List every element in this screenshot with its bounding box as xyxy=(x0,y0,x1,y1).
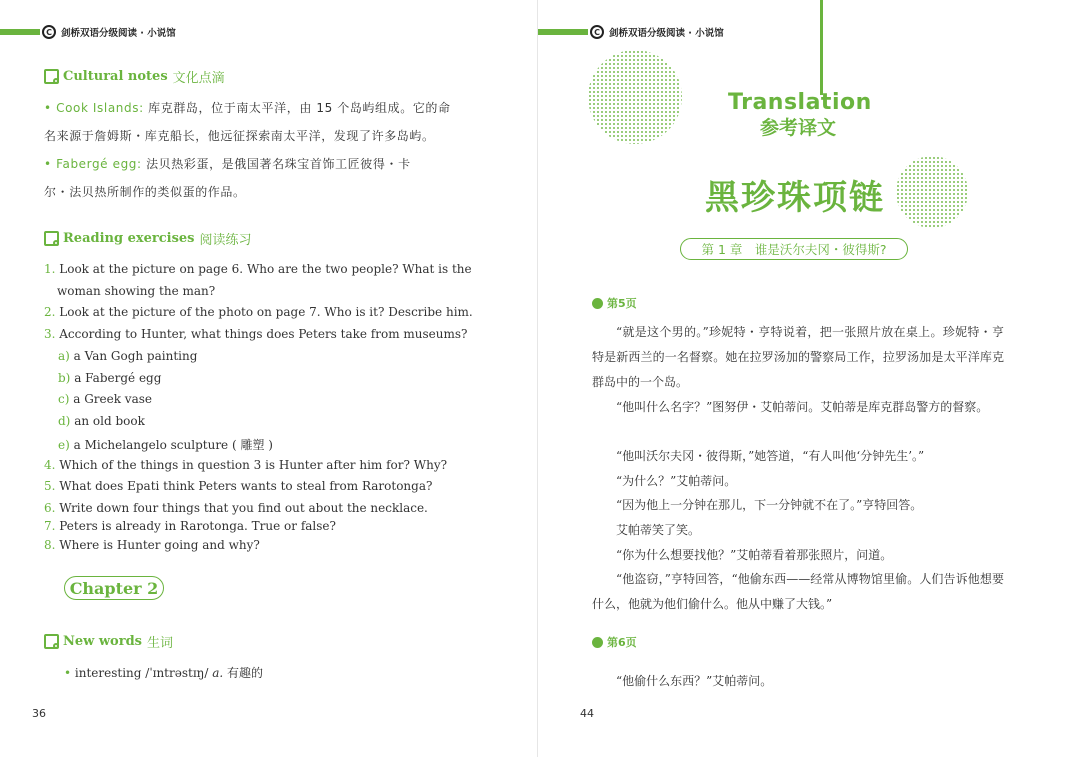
exercise-item: 2. Look at the picture of the photo on page 7. Who is it? Describe him. xyxy=(44,305,473,319)
header-accent-bar xyxy=(538,29,588,35)
exercise-option: e) a Michelangelo sculpture ( 雕塑 ) xyxy=(58,438,273,452)
dotted-circle-decoration xyxy=(588,50,682,144)
exercise-icon xyxy=(44,231,59,246)
vocabulary-entry: • interesting /ˈɪntrəstɪŋ/ a. 有趣的 xyxy=(64,666,264,680)
translation-paragraph: “他叫什么名字？”图努伊・艾帕蒂问。艾帕蒂是库克群岛警方的督察。 xyxy=(616,400,989,414)
exercise-option: b) a Fabergé egg xyxy=(58,371,162,385)
cultural-note-cook-islands: • Cook Islands: 库克群岛，位于南太平洋，由 15 个岛屿组成。它的命 名来源于詹姆斯・库克船长，他远征探索南太平洋，发现了许多岛屿。 xyxy=(44,101,451,143)
exercise-option: a) a Van Gogh painting xyxy=(58,349,198,363)
series-title: 剑桥双语分级阅读 · 小说馆 xyxy=(61,28,176,39)
translation-paragraph: “他盗窃，”亨特回答，“他偷东西——经常从博物馆里偷。人们告诉他想要什么，他就为他们偷什么。他从中赚了大钱。” xyxy=(592,572,1004,611)
translation-paragraph: “他叫沃尔夫冈・彼得斯，”她答道，“有人叫他‘分钟先生’。” xyxy=(616,449,925,463)
dotted-circle-decoration xyxy=(896,156,968,228)
exercise-item: 5. What does Epati think Peters wants to steal from Rarotonga? xyxy=(44,479,433,493)
translation-paragraph: “他偷什么东西？”艾帕蒂问。 xyxy=(616,674,773,688)
exercise-item: 8. Where is Hunter going and why? xyxy=(44,538,260,552)
cultural-notes-heading: Cultural notes 文化点滴 xyxy=(44,67,225,86)
page-number: 36 xyxy=(32,707,46,720)
notes-icon xyxy=(44,69,59,84)
page-header xyxy=(0,24,176,40)
book-logo-icon: C xyxy=(42,25,56,39)
translation-paragraph: “就是这个男的。”珍妮特・亨特说着，把一张照片放在桌上。珍妮特・亨特是新西兰的一名督察。她在拉罗汤加的警察局工作，拉罗汤加是太平洋库克群岛中的一个岛。 xyxy=(592,325,1004,389)
page-marker: 第5页 xyxy=(592,295,637,311)
bullet-dot-icon xyxy=(592,298,603,309)
cultural-note-faberge-egg: • Fabergé egg: 法贝热彩蛋，是俄国著名珠宝首饰工匠彼得・卡 尔・法贝热所制作的类似蛋的作品。 xyxy=(44,157,411,199)
left-page xyxy=(0,0,537,757)
translation-heading: Translation xyxy=(728,90,872,115)
exercise-item: 1. Look at the picture on page 6. Who are the two people? What is the xyxy=(44,262,472,276)
exercise-option: c) a Greek vase xyxy=(58,392,152,406)
reading-exercises-heading: Reading exercises 阅读练习 xyxy=(44,229,252,248)
translation-paragraph: 艾帕蒂笑了笑。 xyxy=(616,523,701,537)
vocabulary-icon xyxy=(44,634,59,649)
book-logo-icon: C xyxy=(590,25,604,39)
page-number: 44 xyxy=(580,707,594,720)
exercise-item: 4. Which of the things in question 3 is Hunter after him for? Why? xyxy=(44,458,448,472)
translation-heading-zh: 参考译文 xyxy=(759,117,836,139)
exercise-option: d) an old book xyxy=(58,414,145,428)
page-header xyxy=(538,24,724,40)
bullet-dot-icon xyxy=(592,637,603,648)
chapter-label: Chapter 2 xyxy=(64,576,164,600)
right-page xyxy=(538,0,1080,757)
exercise-item: 7. Peters is already in Rarotonga. True or false? xyxy=(44,519,336,533)
book-title: 黑珍珠项链 xyxy=(705,178,885,218)
translation-paragraph: “你为什么想要找他？”艾帕蒂看着那张照片，问道。 xyxy=(616,548,893,562)
translation-paragraph: “因为他上一分钟在那儿，下一分钟就不在了。”亨特回答。 xyxy=(616,498,923,512)
new-words-heading: New words 生词 xyxy=(44,632,173,651)
chapter-title: 第 1 章 谁是沃尔夫冈・彼得斯? xyxy=(680,238,908,260)
page-marker: 第6页 xyxy=(592,634,637,650)
exercise-item: woman showing the man? xyxy=(57,284,216,298)
vertical-accent-line xyxy=(820,0,823,95)
exercise-item: 6. Write down four things that you find out about the necklace. xyxy=(44,501,428,515)
exercise-item: 3. According to Hunter, what things does Peters take from museums? xyxy=(44,327,468,341)
translation-paragraph: “为什么？”艾帕蒂问。 xyxy=(616,474,737,488)
series-title: 剑桥双语分级阅读 · 小说馆 xyxy=(609,28,724,39)
header-accent-bar xyxy=(0,29,40,35)
